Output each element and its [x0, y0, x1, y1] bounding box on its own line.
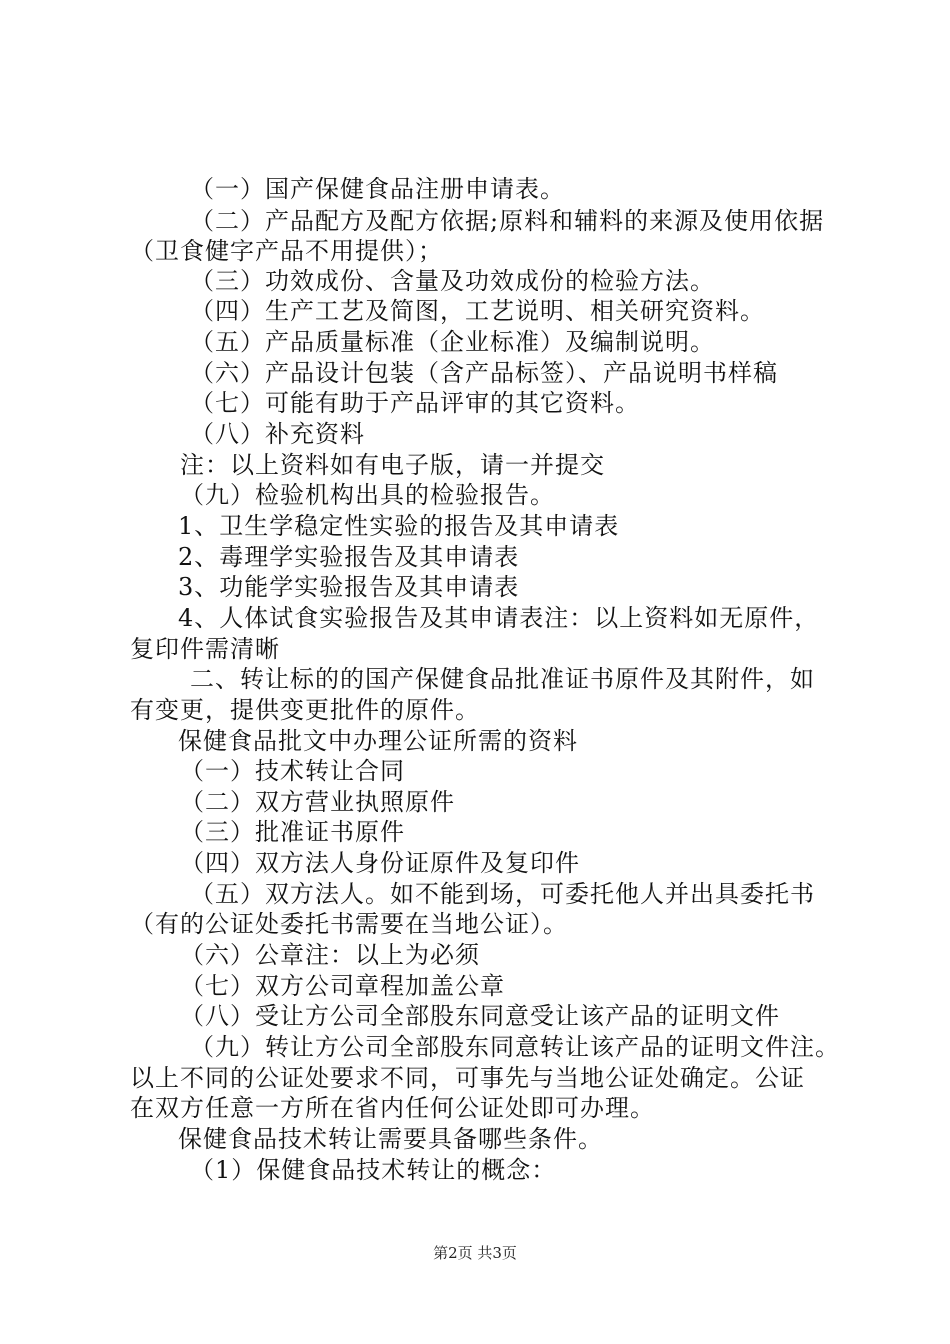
text-line: （二）产品配方及配方依据;原料和辅料的来源及使用依据 — [190, 207, 825, 235]
text-line: 3、功能学实验报告及其申请表 — [178, 573, 520, 601]
text-line: 2、毒理学实验报告及其申请表 — [178, 543, 520, 571]
page-footer: 第2页 共3页 — [433, 1244, 517, 1262]
text-line: （九）转让方公司全部股东同意转让该产品的证明文件注。 — [190, 1033, 840, 1061]
text-line: （四）生产工艺及简图，工艺说明、相关研究资料。 — [190, 297, 765, 325]
text-line: （七）双方公司章程加盖公章 — [180, 972, 505, 1000]
text-line: （五）产品质量标准（企业标准）及编制说明。 — [190, 328, 715, 356]
text-line: （七）可能有助于产品评审的其它资料。 — [190, 389, 640, 417]
text-line: （四）双方法人身份证原件及复印件 — [180, 849, 580, 877]
text-line: 4、人体试食实验报告及其申请表注：以上资料如无原件， — [178, 604, 820, 632]
text-line: 二、转让标的的国产保健食品批准证书原件及其附件，如 — [190, 665, 815, 693]
text-line: （九）检验机构出具的检验报告。 — [180, 481, 555, 509]
text-line: 在双方任意一方所在省内任何公证处即可办理。 — [130, 1094, 655, 1122]
text-line: （一）技术转让合同 — [180, 757, 405, 785]
text-line: （三）批准证书原件 — [180, 818, 405, 846]
section-heading: 保健食品批文中办理公证所需的资料 — [178, 727, 578, 755]
text-line: （三）功效成份、含量及功效成份的检验方法。 — [190, 267, 715, 295]
text-line: 以上不同的公证处要求不同，可事先与当地公证处确定。公证 — [130, 1064, 805, 1092]
text-line: （五）双方法人。如不能到场，可委托他人并出具委托书 — [190, 880, 815, 908]
text-line: （1）保健食品技术转让的概念： — [190, 1156, 557, 1184]
text-line: 1、卫生学稳定性实验的报告及其申请表 — [178, 512, 620, 540]
section-heading: 保健食品技术转让需要具备哪些条件。 — [178, 1125, 603, 1153]
text-line: （有的公证处委托书需要在当地公证）。 — [130, 910, 568, 938]
text-line: （六）产品设计包装（含产品标签）、产品说明书样稿 — [190, 359, 778, 387]
text-line: 有变更，提供变更批件的原件。 — [130, 696, 480, 724]
text-line: （二）双方营业执照原件 — [180, 788, 455, 816]
text-line: （一）国产保健食品注册申请表。 — [190, 175, 565, 203]
text-line: （卫食健字产品不用提供）； — [130, 237, 443, 265]
text-line: （六）公章注：以上为必须 — [180, 941, 480, 969]
text-line: 复印件需清晰 — [130, 635, 280, 663]
text-line: （八）受让方公司全部股东同意受让该产品的证明文件 — [180, 1002, 780, 1030]
note-line: 注：以上资料如有电子版，请一并提交 — [180, 451, 605, 479]
text-line: （八）补充资料 — [190, 420, 365, 448]
